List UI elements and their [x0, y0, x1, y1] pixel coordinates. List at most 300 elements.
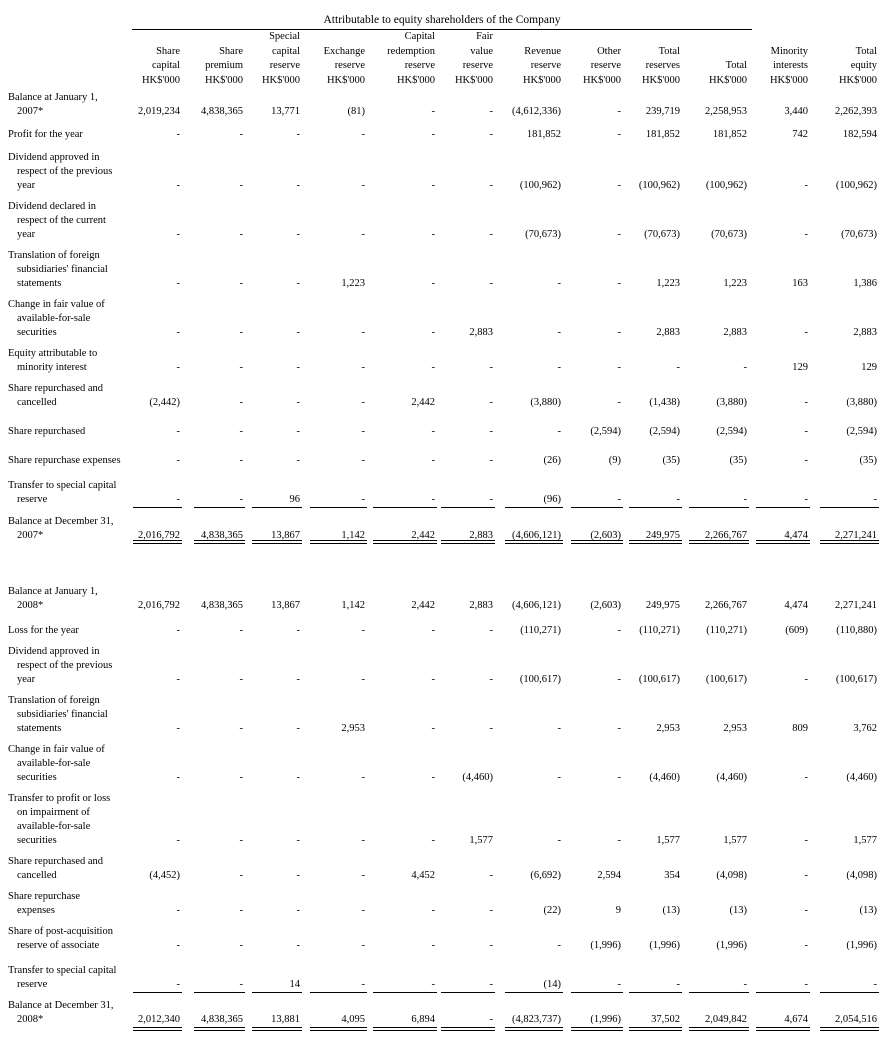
table-cell: (3,880)	[716, 397, 747, 408]
table-cell: -	[176, 229, 180, 240]
table-cell: -	[361, 455, 365, 466]
table-cell: -	[239, 397, 243, 408]
row-label-line: reserve	[17, 979, 48, 990]
table-cell: -	[431, 180, 435, 191]
table-cell: -	[431, 327, 435, 338]
row-label-line: Change in fair value of	[8, 744, 105, 755]
total-double-rule	[820, 1027, 879, 1031]
table-cell: -	[557, 327, 561, 338]
table-cell: -	[431, 674, 435, 685]
table-cell: -	[176, 327, 180, 338]
table-cell: (4,823,737)	[512, 1014, 561, 1025]
table-cell: 163	[792, 278, 808, 289]
row-label-line: minority interest	[17, 362, 87, 373]
table-cell: 96	[289, 494, 300, 505]
table-cell: -	[296, 278, 300, 289]
table-cell: -	[489, 129, 493, 140]
column-header: Minority interests HK$'000	[769, 45, 808, 86]
table-cell: (2,594)	[716, 426, 747, 437]
table-cell: -	[176, 426, 180, 437]
table-cell: -	[743, 979, 747, 990]
table-cell: 2,016,792	[138, 600, 180, 611]
table-cell: 13,881	[271, 1014, 300, 1025]
table-cell: -	[239, 870, 243, 881]
table-cell: 1,223	[341, 278, 365, 289]
row-label-line: Dividend declared in	[8, 201, 97, 212]
column-header: Total reserves HK$'000	[641, 45, 680, 86]
table-cell: -	[489, 905, 493, 916]
table-cell: -	[431, 455, 435, 466]
table-cell: 2,883	[469, 530, 493, 541]
row-label-line: respect of the previous	[17, 166, 113, 177]
table-cell: 4,674	[784, 1014, 808, 1025]
table-cell: 249,975	[645, 600, 680, 611]
total-double-rule	[505, 1027, 563, 1031]
table-cell: -	[617, 674, 621, 685]
table-cell: (110,271)	[520, 625, 561, 636]
table-cell: -	[489, 426, 493, 437]
total-double-rule	[252, 1027, 302, 1031]
row-label-line: Dividend approved in	[8, 646, 100, 657]
table-cell: -	[804, 397, 808, 408]
table-cell: -	[296, 327, 300, 338]
table-cell: (81)	[347, 106, 365, 117]
table-cell: (4,098)	[716, 870, 747, 881]
table-cell: -	[617, 625, 621, 636]
table-cell: 2,016,792	[138, 530, 180, 541]
column-header: Special capital reserve HK$'000	[261, 31, 300, 86]
table-cell: -	[617, 979, 621, 990]
table-cell: (1,996)	[590, 940, 621, 951]
table-cell: (2,603)	[590, 530, 621, 541]
table-cell: (2,603)	[590, 600, 621, 611]
table-cell: -	[176, 278, 180, 289]
table-cell: -	[176, 772, 180, 783]
row-label-line: securities	[17, 835, 57, 846]
total-double-rule	[310, 540, 367, 544]
table-cell: -	[361, 426, 365, 437]
table-cell: -	[431, 625, 435, 636]
table-cell: -	[617, 397, 621, 408]
total-double-rule	[505, 540, 563, 544]
total-double-rule	[252, 540, 302, 544]
table-cell: -	[557, 362, 561, 373]
row-label-line: subsidiaries' financial	[17, 709, 108, 720]
table-cell: -	[239, 455, 243, 466]
table-cell: 809	[792, 723, 808, 734]
row-label-line: Translation of foreign	[8, 695, 100, 706]
table-cell: 3,440	[784, 106, 808, 117]
table-cell: 129	[792, 362, 808, 373]
table-cell: -	[361, 180, 365, 191]
table-cell: (4,098)	[846, 870, 877, 881]
table-cell: 2,049,842	[705, 1014, 747, 1025]
table-cell: -	[296, 674, 300, 685]
row-label-line: 2007*	[17, 530, 44, 541]
table-cell: 2,258,953	[705, 106, 747, 117]
row-label-line: available-for-sale	[17, 313, 91, 324]
table-cell: (4,460)	[846, 772, 877, 783]
table-cell: -	[617, 723, 621, 734]
row-label-line: securities	[17, 327, 57, 338]
row-label-line: statements	[17, 723, 62, 734]
row-label-line: Dividend approved in	[8, 152, 100, 163]
row-label-line: securities	[17, 772, 57, 783]
table-cell: -	[804, 835, 808, 846]
table-cell: -	[431, 723, 435, 734]
table-cell: -	[804, 870, 808, 881]
table-cell: (1,996)	[590, 1014, 621, 1025]
table-cell: (96)	[543, 494, 561, 505]
table-cell: -	[176, 362, 180, 373]
total-double-rule	[820, 540, 879, 544]
table-cell: -	[361, 494, 365, 505]
table-cell: 2,262,393	[835, 106, 877, 117]
column-header: Capital redemption reserve HK$'000	[387, 31, 435, 86]
table-cell: (4,612,336)	[512, 106, 561, 117]
subtotal-rule	[133, 507, 182, 508]
table-cell: -	[489, 625, 493, 636]
table-cell: (4,460)	[649, 772, 680, 783]
table-cell: -	[489, 979, 493, 990]
table-cell: -	[239, 723, 243, 734]
table-cell: (100,962)	[638, 180, 680, 191]
subtotal-rule	[194, 992, 245, 993]
subtotal-rule	[505, 992, 563, 993]
table-cell: -	[489, 723, 493, 734]
table-cell: 2,054,516	[835, 1014, 877, 1025]
table-cell: (100,962)	[519, 180, 561, 191]
table-cell: -	[431, 940, 435, 951]
table-cell: -	[296, 455, 300, 466]
column-header: Exchange reserve HK$'000	[323, 45, 365, 86]
row-label-line: on impairment of	[17, 807, 90, 818]
table-cell: 2,266,767	[705, 600, 747, 611]
table-cell: -	[804, 455, 808, 466]
total-double-rule	[689, 1027, 749, 1031]
table-cell: 4,838,365	[201, 530, 243, 541]
row-label-line: Share repurchased and	[8, 856, 104, 867]
table-cell: (3,880)	[530, 397, 561, 408]
table-cell: 14	[289, 979, 300, 990]
table-cell: -	[617, 362, 621, 373]
table-cell: 2,883	[656, 327, 680, 338]
table-cell: -	[804, 905, 808, 916]
table-cell: 2,883	[469, 327, 493, 338]
table-cell: (13)	[859, 905, 877, 916]
table-cell: -	[239, 362, 243, 373]
table-cell: -	[489, 1014, 493, 1025]
table-cell: -	[176, 674, 180, 685]
table-cell: (110,271)	[639, 625, 680, 636]
table-cell: -	[804, 979, 808, 990]
table-cell: 2,271,241	[835, 530, 877, 541]
table-cell: -	[617, 180, 621, 191]
table-cell: (100,617)	[835, 674, 877, 685]
table-cell: 2,442	[411, 397, 435, 408]
table-cell: (2,594)	[590, 426, 621, 437]
table-cell: (4,460)	[716, 772, 747, 783]
subtotal-rule	[689, 507, 749, 508]
table-cell: -	[489, 397, 493, 408]
table-cell: (70,673)	[525, 229, 561, 240]
subtotal-rule	[629, 992, 682, 993]
table-cell: -	[804, 940, 808, 951]
table-cell: (9)	[608, 455, 621, 466]
table-cell: 4,474	[784, 600, 808, 611]
table-cell: -	[431, 979, 435, 990]
table-cell: 37,502	[651, 1014, 680, 1025]
table-cell: -	[557, 835, 561, 846]
row-label-line: Transfer to profit or loss	[8, 793, 111, 804]
table-cell: 2,594	[597, 870, 621, 881]
table-cell: -	[296, 905, 300, 916]
total-double-rule	[629, 540, 682, 544]
table-cell: -	[676, 362, 680, 373]
table-cell: -	[617, 327, 621, 338]
row-label-line: reserve	[17, 494, 48, 505]
table-cell: -	[296, 362, 300, 373]
total-double-rule	[133, 540, 182, 544]
row-label-line: Profit for the year	[8, 129, 83, 140]
table-cell: (6,692)	[530, 870, 561, 881]
row-label-line: Share repurchase	[8, 891, 81, 902]
table-cell: 2,883	[853, 327, 877, 338]
table-cell: -	[489, 940, 493, 951]
table-cell: (1,996)	[846, 940, 877, 951]
row-label-line: Transfer to special capital	[8, 480, 117, 491]
table-cell: -	[239, 625, 243, 636]
table-cell: (35)	[859, 455, 877, 466]
total-double-rule	[629, 1027, 682, 1031]
total-double-rule	[373, 540, 437, 544]
row-label-line: Balance at January 1,	[8, 92, 98, 103]
table-cell: (2,594)	[846, 426, 877, 437]
table-cell: 181,852	[645, 129, 680, 140]
table-cell: -	[239, 229, 243, 240]
row-label-line: 2008*	[17, 1014, 44, 1025]
table-cell: -	[489, 455, 493, 466]
table-cell: -	[296, 723, 300, 734]
table-cell: -	[239, 940, 243, 951]
row-label-line: Balance at January 1,	[8, 586, 98, 597]
table-cell: 2,271,241	[835, 600, 877, 611]
table-cell: -	[431, 494, 435, 505]
table-cell: -	[489, 674, 493, 685]
table-cell: (110,271)	[706, 625, 747, 636]
table-cell: -	[296, 870, 300, 881]
table-cell: (13)	[729, 905, 747, 916]
row-label-line: year	[17, 229, 36, 240]
row-label-line: Balance at December 31,	[8, 516, 114, 527]
table-cell: 2,953	[723, 723, 747, 734]
row-label-line: year	[17, 180, 36, 191]
table-cell: 181,852	[526, 129, 561, 140]
table-cell: -	[239, 494, 243, 505]
table-cell: (35)	[662, 455, 680, 466]
table-cell: (110,880)	[836, 625, 877, 636]
table-cell: -	[176, 723, 180, 734]
total-double-rule	[571, 540, 623, 544]
table-cell: 2,266,767	[705, 530, 747, 541]
table-cell: (100,617)	[519, 674, 561, 685]
table-cell: -	[176, 129, 180, 140]
table-cell: -	[617, 835, 621, 846]
table-cell: -	[239, 835, 243, 846]
table-cell: -	[676, 979, 680, 990]
table-cell: -	[296, 180, 300, 191]
subtotal-rule	[505, 507, 563, 508]
subtotal-rule	[756, 507, 810, 508]
row-label-line: Change in fair value of	[8, 299, 105, 310]
subtotal-rule	[373, 992, 437, 993]
total-double-rule	[441, 1027, 495, 1031]
row-label-line: year	[17, 674, 36, 685]
table-cell: -	[239, 426, 243, 437]
table-cell: 4,838,365	[201, 1014, 243, 1025]
row-label-line: available-for-sale	[17, 821, 91, 832]
subtotal-rule	[820, 507, 879, 508]
table-cell: 182,594	[842, 129, 877, 140]
table-cell: (3,880)	[846, 397, 877, 408]
table-cell: -	[239, 905, 243, 916]
table-cell: (1,996)	[716, 940, 747, 951]
row-label-line: expenses	[17, 905, 55, 916]
table-cell: (100,962)	[835, 180, 877, 191]
table-cell: 13,771	[271, 106, 300, 117]
total-double-rule	[689, 540, 749, 544]
table-cell: (35)	[729, 455, 747, 466]
table-cell: -	[296, 129, 300, 140]
table-cell: (100,617)	[638, 674, 680, 685]
row-label-line: Translation of foreign	[8, 250, 100, 261]
table-cell: -	[431, 835, 435, 846]
row-label-line: cancelled	[17, 397, 57, 408]
table-cell: -	[804, 229, 808, 240]
table-cell: 3,762	[853, 723, 877, 734]
table-cell: -	[617, 278, 621, 289]
table-cell: -	[804, 180, 808, 191]
row-label-line: Share repurchased	[8, 426, 86, 437]
table-cell: -	[617, 229, 621, 240]
table-cell: (4,606,121)	[512, 530, 561, 541]
subtotal-rule	[252, 507, 302, 508]
total-double-rule	[133, 1027, 182, 1031]
table-cell: -	[361, 229, 365, 240]
table-cell: -	[431, 278, 435, 289]
column-header: Total HK$'000	[708, 60, 747, 86]
table-cell: -	[431, 772, 435, 783]
table-cell: -	[617, 494, 621, 505]
table-cell: 2,953	[656, 723, 680, 734]
total-double-rule	[441, 540, 495, 544]
table-cell: (1,996)	[649, 940, 680, 951]
total-double-rule	[194, 1027, 245, 1031]
row-label-line: Transfer to special capital	[8, 965, 117, 976]
table-cell: -	[617, 772, 621, 783]
table-cell: -	[239, 129, 243, 140]
banner-heading: Attributable to equity shareholders of the Company	[323, 14, 561, 26]
table-cell: -	[489, 494, 493, 505]
subtotal-rule	[571, 507, 623, 508]
table-cell: 4,474	[784, 530, 808, 541]
table-cell: -	[489, 180, 493, 191]
table-cell: -	[489, 362, 493, 373]
table-cell: 2,953	[341, 723, 365, 734]
table-cell: (1,438)	[649, 397, 680, 408]
table-cell: -	[361, 397, 365, 408]
table-cell: 249,975	[645, 530, 680, 541]
table-cell: 1,223	[656, 278, 680, 289]
table-cell: 2,442	[411, 600, 435, 611]
table-cell: -	[804, 772, 808, 783]
table-cell: -	[176, 905, 180, 916]
table-cell: -	[361, 870, 365, 881]
column-header: Fair value reserve HK$'000	[454, 31, 493, 86]
total-double-rule	[756, 540, 810, 544]
table-cell: 2,012,340	[138, 1014, 180, 1025]
table-cell: 1,577	[723, 835, 747, 846]
table-cell: -	[431, 229, 435, 240]
subtotal-rule	[133, 992, 182, 993]
row-label-line: 2007*	[17, 106, 44, 117]
table-cell: 13,867	[271, 600, 300, 611]
table-cell: (4,606,121)	[512, 600, 561, 611]
subtotal-rule	[310, 507, 367, 508]
table-cell: -	[296, 397, 300, 408]
table-cell: -	[361, 674, 365, 685]
row-label-line: subsidiaries' financial	[17, 264, 108, 275]
table-cell: -	[176, 455, 180, 466]
table-cell: -	[804, 494, 808, 505]
row-label-line: Balance at December 31,	[8, 1000, 114, 1011]
table-cell: 742	[792, 129, 808, 140]
table-cell: -	[676, 494, 680, 505]
table-cell: (4,460)	[462, 772, 493, 783]
table-cell: (22)	[543, 905, 561, 916]
row-label-line: Share repurchased and	[8, 383, 104, 394]
table-cell: (2,594)	[649, 426, 680, 437]
table-cell: 1,577	[469, 835, 493, 846]
row-label-line: cancelled	[17, 870, 57, 881]
subtotal-rule	[820, 992, 879, 993]
row-label-line: Share of post-acquisition	[8, 926, 113, 937]
table-cell: -	[489, 106, 493, 117]
table-cell: -	[489, 870, 493, 881]
table-cell: (26)	[543, 455, 561, 466]
column-header: Share premium HK$'000	[204, 45, 243, 86]
table-cell: -	[239, 979, 243, 990]
table-cell: 9	[615, 905, 621, 916]
table-cell: -	[176, 625, 180, 636]
table-cell: 2,019,234	[138, 106, 180, 117]
table-cell: -	[873, 494, 877, 505]
table-cell: 2,883	[723, 327, 747, 338]
table-cell: (13)	[662, 905, 680, 916]
total-double-rule	[310, 1027, 367, 1031]
table-cell: 1,577	[853, 835, 877, 846]
table-cell: -	[239, 674, 243, 685]
total-double-rule	[756, 1027, 810, 1031]
table-cell: -	[296, 835, 300, 846]
subtotal-rule	[756, 992, 810, 993]
table-cell: -	[296, 940, 300, 951]
table-cell: 239,719	[645, 106, 680, 117]
table-cell: -	[361, 625, 365, 636]
table-cell: (2,442)	[149, 397, 180, 408]
table-cell: -	[557, 278, 561, 289]
table-cell: -	[431, 362, 435, 373]
